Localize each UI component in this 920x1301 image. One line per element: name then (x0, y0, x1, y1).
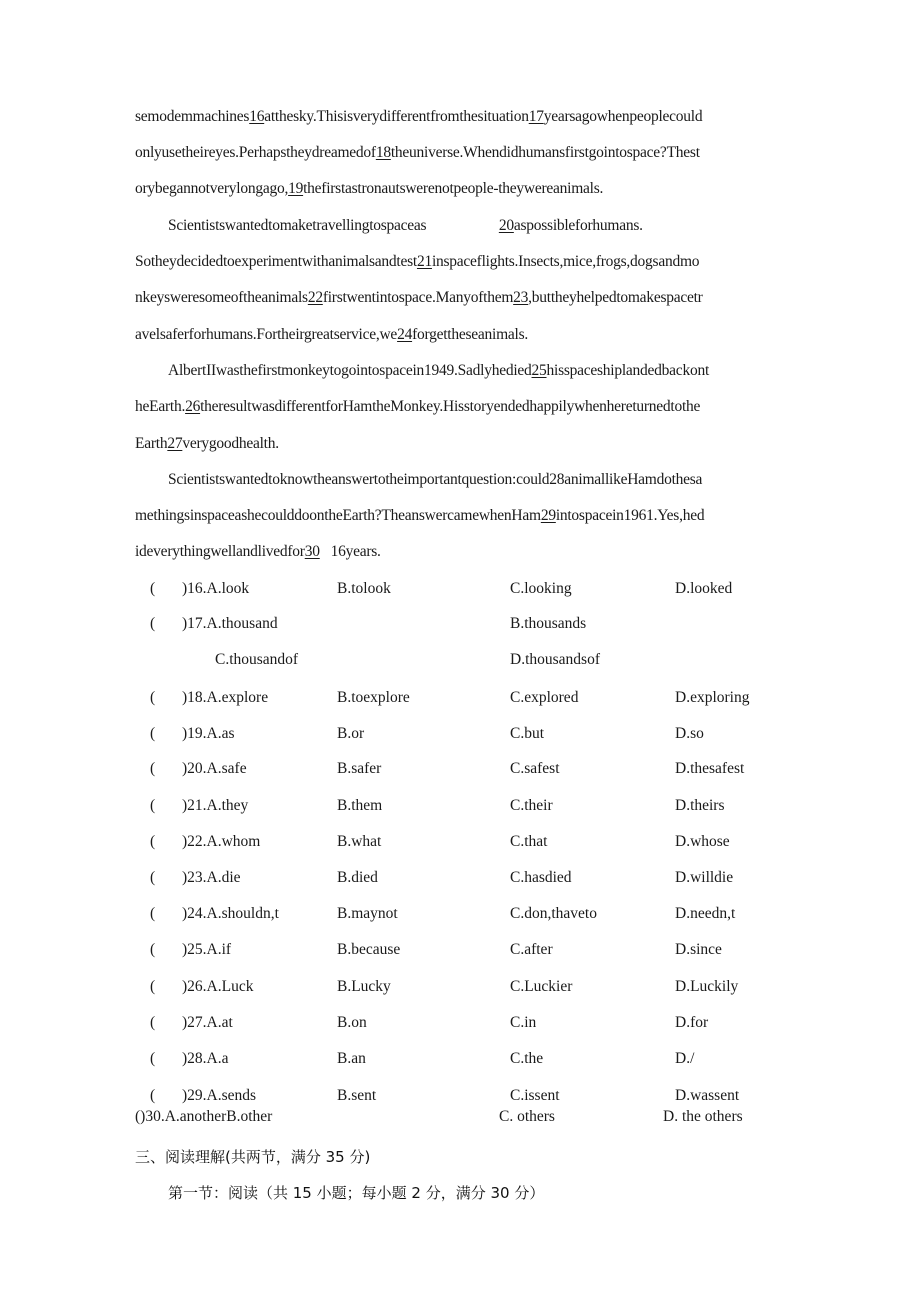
option-b[interactable]: B.or (337, 725, 365, 742)
option-d[interactable]: D.looked (675, 580, 733, 597)
option-b[interactable]: B.because (337, 941, 401, 958)
question-20 (0, 759, 920, 779)
answer-bracket-open: ( (150, 869, 156, 886)
blank-29[interactable]: 29 (540, 507, 556, 524)
question-number-option-a[interactable]: )23.A.die (182, 869, 241, 886)
question-27 (0, 1013, 920, 1033)
passage-text: verygoodhealth. (182, 435, 279, 452)
passage-text: yearsagowhenpeoplecould (543, 108, 703, 125)
passage-text: firstwentintospace.Manyofthem (322, 289, 514, 306)
option-d[interactable]: D.thousandsof (510, 651, 600, 668)
option-b[interactable]: B.Lucky (337, 978, 391, 995)
question-19 (0, 724, 920, 744)
passage-text: forgettheseanimals. (412, 326, 528, 343)
option-c[interactable]: C.in (510, 1014, 537, 1031)
option-d[interactable]: D.for (675, 1014, 709, 1031)
blank-26[interactable]: 26 (185, 398, 201, 415)
option-c[interactable]: C.thousandof (215, 651, 299, 668)
option-d[interactable]: D.willdie (675, 869, 734, 886)
option-d[interactable]: D.whose (675, 833, 730, 850)
question-24 (0, 904, 920, 924)
question-29 (0, 1086, 920, 1106)
option-d[interactable]: D.wassent (675, 1087, 740, 1104)
passage-line (135, 107, 702, 127)
passage-line (168, 361, 709, 381)
option-c[interactable]: C.after (510, 941, 553, 958)
question-number-option-a[interactable]: )25.A.if (182, 941, 232, 958)
passage-text: intospacein1961.Yes,hed (555, 507, 705, 524)
passage-text: inspaceflights.Insects,mice,frogs,dogsandmo (431, 253, 700, 270)
passage-text: semodemmachines (135, 108, 250, 125)
blank-30[interactable]: 30 (304, 543, 320, 560)
section-subheading: 第一节：阅读（共 15 小题；每小题 2 分，满分 30 分） (168, 1184, 545, 1202)
answer-bracket-open: ( (150, 978, 156, 995)
section-heading: 三、阅读理解(共两节，满分 35 分) (135, 1148, 371, 1166)
question-25 (0, 940, 920, 960)
passage-text: Scientistswantedtomaketravellingtospaceas (168, 217, 427, 234)
passage-text: methingsinspaceashecoulddoontheEarth?TheanswercamewhenHam (135, 507, 541, 524)
answer-bracket-open: ( (150, 689, 156, 706)
option-d[interactable]: D.since (675, 941, 722, 958)
question-16 (0, 579, 920, 599)
option-d[interactable]: D.thesafest (675, 760, 745, 777)
answer-bracket-open: ( (150, 941, 156, 958)
question-number-option-a[interactable]: )27.A.at (182, 1014, 233, 1031)
option-b[interactable]: B.maynot (337, 905, 398, 922)
question-number-option-a[interactable]: )24.A.shouldn,t (182, 905, 279, 922)
option-c[interactable]: C.their (510, 797, 553, 814)
passage-line (168, 470, 702, 490)
passage-text: ,buttheyhelpedtomakespacetr (528, 289, 703, 306)
answer-bracket-open: ( (150, 1014, 156, 1031)
question-23 (0, 868, 920, 888)
passage-text: ideverythingwellandlivedfor (135, 543, 305, 560)
question-number-option-a[interactable]: )29.A.sends (182, 1087, 257, 1104)
answer-bracket-open: ( (150, 725, 156, 742)
question-28 (0, 1049, 920, 1069)
blank-23[interactable]: 23 (513, 289, 529, 306)
option-b[interactable]: B.tolook (337, 580, 391, 597)
blank-16[interactable]: 16 (249, 108, 265, 125)
passage-text (426, 217, 499, 234)
answer-bracket-open: ( (150, 797, 156, 814)
question-number-option-a[interactable]: )20.A.safe (182, 760, 247, 777)
passage-text: avelsaferforhumans.Fortheirgreatservice,we (135, 326, 398, 343)
option-b[interactable]: B.safer (337, 760, 382, 777)
answer-bracket-open: ( (150, 580, 156, 597)
option-c[interactable]: C.looking (510, 580, 572, 597)
answer-bracket-open: ( (150, 833, 156, 850)
question-21 (0, 796, 920, 816)
option-d[interactable]: D. the others (663, 1108, 743, 1125)
passage-text: Sotheydecidedtoexperimentwithanimalsandtest (135, 253, 417, 270)
blank-21[interactable]: 21 (416, 253, 432, 270)
question-number-option-a[interactable]: )16.A.look (182, 580, 250, 597)
option-b[interactable]: B.what (337, 833, 382, 850)
option-b[interactable]: B.them (337, 797, 383, 814)
passage-text: aspossibleforhumans. (513, 217, 643, 234)
blank-20[interactable]: 20 (498, 217, 514, 234)
passage-line (135, 397, 700, 417)
blank-17[interactable]: 17 (528, 108, 544, 125)
option-c[interactable]: C.don,thaveto (510, 905, 597, 922)
passage-line (135, 288, 703, 308)
passage-text: theuniverse.Whendidhumansfirstgointospace?Thest (390, 144, 700, 161)
option-b[interactable]: B.on (337, 1014, 367, 1031)
answer-bracket-open: ( (150, 905, 156, 922)
option-d[interactable]: D.exploring (675, 689, 750, 706)
option-b[interactable]: B.thousands (510, 615, 587, 632)
option-c[interactable]: C.issent (510, 1087, 560, 1104)
blank-25[interactable]: 25 (531, 362, 547, 379)
question-number-option-a[interactable]: )22.A.whom (182, 833, 261, 850)
passage-line (135, 252, 699, 272)
question-number-option-a[interactable]: )26.A.Luck (182, 978, 254, 995)
passage-line (135, 325, 528, 345)
option-b[interactable]: B.died (337, 869, 378, 886)
question-18 (0, 688, 920, 708)
option-d[interactable]: D.theirs (675, 797, 725, 814)
question-30 (0, 1107, 920, 1127)
passage-text: thefirstastronautswerenotpeople-theywereanimals. (303, 180, 604, 197)
blank-27[interactable]: 27 (167, 435, 183, 452)
option-d[interactable]: D./ (675, 1050, 695, 1067)
answer-bracket-open: ( (150, 1050, 156, 1067)
question-number-option-a[interactable]: )18.A.explore (182, 689, 269, 706)
passage-text: orybegannotverylongago, (135, 180, 289, 197)
passage-text: atthesky.Thisisverydifferentfromthesituation (264, 108, 529, 125)
option-c[interactable]: C.safest (510, 760, 560, 777)
answer-bracket-open: ( (150, 615, 156, 632)
option-b[interactable]: B.toexplore (337, 689, 410, 706)
question-22 (0, 832, 920, 852)
question-number-option-a[interactable]: )28.A.a (182, 1050, 229, 1067)
question-26 (0, 977, 920, 997)
passage-line (135, 506, 704, 526)
question-17 (0, 614, 920, 634)
passage-text: Earth (135, 435, 168, 452)
option-d[interactable]: D.needn,t (675, 905, 736, 922)
blank-18[interactable]: 18 (375, 144, 391, 161)
blank-22[interactable]: 22 (307, 289, 323, 306)
option-c[interactable]: C.hasdied (510, 869, 572, 886)
passage-text: theresultwasdifferentforHamtheMonkey.Hisstoryendedhappilywhenhereturnedtothe (200, 398, 701, 415)
passage-line (135, 434, 279, 454)
passage-text: Scientistswantedtoknowtheanswertotheimportantquestion:could28animallikeHamdothesa (168, 471, 703, 488)
passage-text: nkeysweresomeoftheanimals (135, 289, 308, 306)
passage-text: hisspaceshiplandedbackont (546, 362, 709, 379)
question-number-option-a[interactable]: )21.A.they (182, 797, 249, 814)
answer-bracket-open: ( (150, 1087, 156, 1104)
option-d[interactable]: D.so (675, 725, 704, 742)
passage-line (135, 179, 603, 199)
passage-line (135, 542, 381, 562)
option-c[interactable]: C.but (510, 725, 545, 742)
option-c[interactable]: C.explored (510, 689, 579, 706)
passage-text: 16years. (319, 543, 381, 560)
question-17-continued (0, 650, 920, 670)
question-30-options-ab[interactable]: ()30.A.anotherB.other (135, 1108, 273, 1125)
option-d[interactable]: D.Luckily (675, 978, 739, 995)
blank-24[interactable]: 24 (397, 326, 413, 343)
option-c[interactable]: C. others (499, 1108, 555, 1125)
option-b[interactable]: B.an (337, 1050, 366, 1067)
answer-bracket-open: ( (150, 760, 156, 777)
question-number-option-a[interactable]: )19.A.as (182, 725, 235, 742)
option-c[interactable]: C.the (510, 1050, 544, 1067)
passage-text: onlyusetheireyes.Perhapstheydreamedof (135, 144, 376, 161)
passage-line (135, 143, 700, 163)
passage-text: heEarth. (135, 398, 186, 415)
passage-line (168, 216, 643, 236)
question-number-option-a[interactable]: )17.A.thousand (182, 615, 278, 632)
option-b[interactable]: B.sent (337, 1087, 377, 1104)
blank-19[interactable]: 19 (288, 180, 304, 197)
passage-text: AlbertIIwasthefirstmonkeytogointospacein1949.Sadlyhedied (168, 362, 532, 379)
option-c[interactable]: C.Luckier (510, 978, 573, 995)
option-c[interactable]: C.that (510, 833, 548, 850)
